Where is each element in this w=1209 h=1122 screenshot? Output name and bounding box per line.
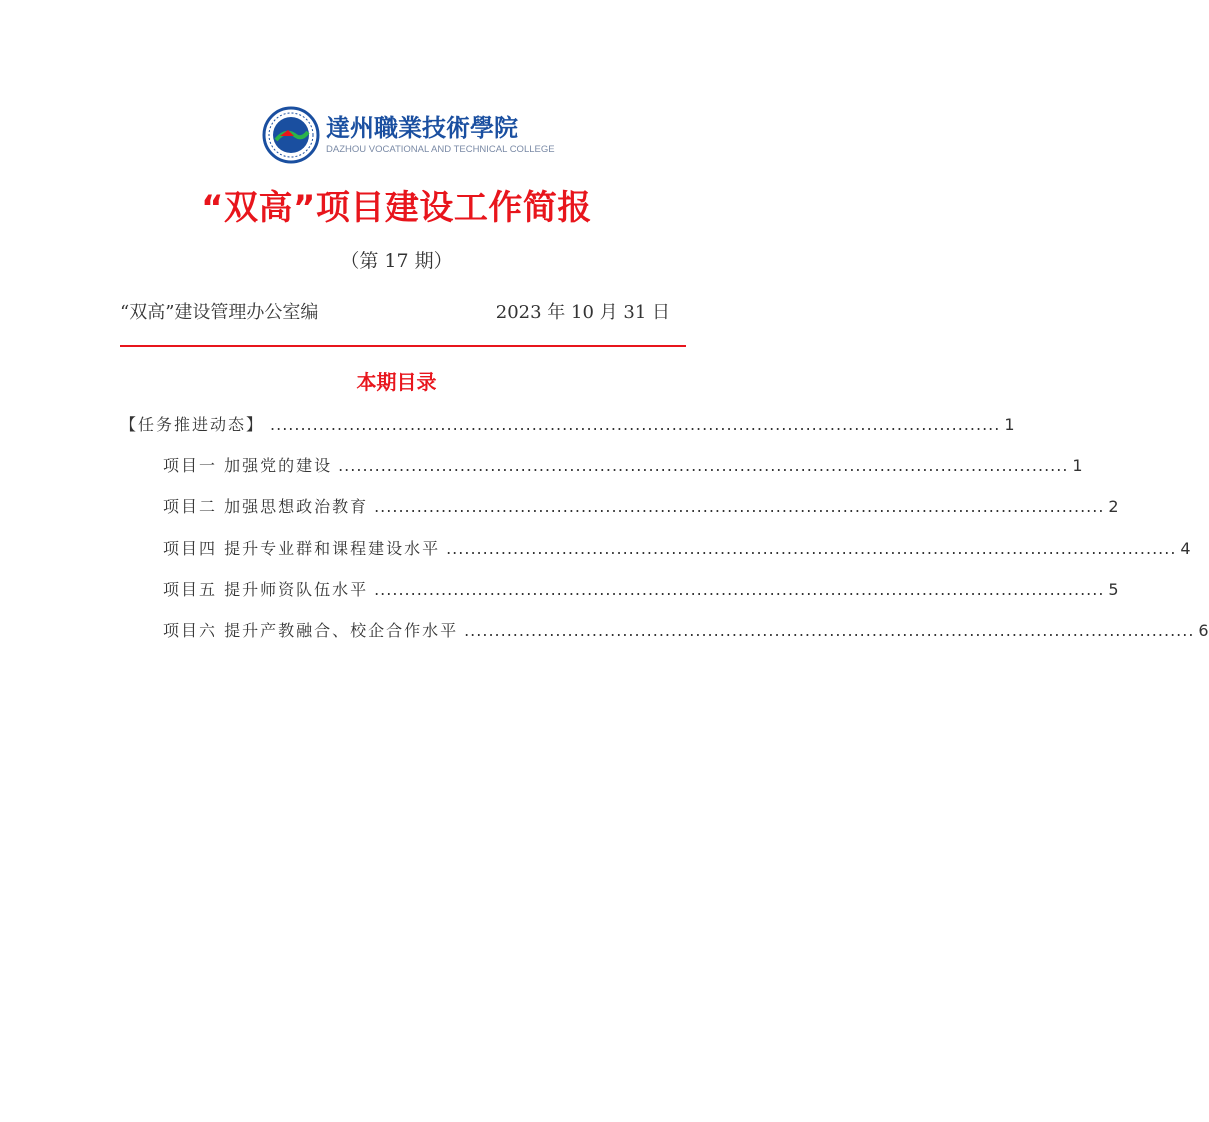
toc-entry-label: 项目一 加强党的建设 — [163, 456, 333, 475]
college-name-cn: 達州職業技術學院 — [326, 113, 518, 142]
toc-heading: 本期目录 — [356, 370, 437, 394]
toc-entry-label: 项目四 提升专业群和课程建设水平 — [163, 539, 441, 558]
toc-entry-page: 4 — [1180, 539, 1191, 558]
red-divider — [120, 345, 686, 347]
college-logo — [262, 106, 555, 166]
publish-date: 2023 年 10 月 31 日 — [495, 302, 670, 323]
toc-entry-project-1[interactable] — [163, 453, 1083, 476]
toc-leader-dots: ........................................................................................................................ — [464, 621, 1195, 640]
toc-entry-project-6[interactable] — [163, 618, 1209, 641]
toc-entry-project-4[interactable] — [163, 536, 1191, 559]
toc-entry-page: 1 — [1072, 456, 1083, 475]
toc-entry-label: 项目六 提升产教融合、校企合作水平 — [163, 621, 459, 640]
toc-leader-dots: ........................................................................................................................ — [446, 539, 1177, 558]
college-seal-icon — [262, 106, 320, 164]
toc-leader-dots: ........................................................................................................................ — [374, 580, 1105, 599]
toc-entry-task-progress[interactable] — [120, 412, 1015, 435]
toc-entry-page: 6 — [1198, 621, 1209, 640]
toc-entry-project-2[interactable] — [163, 494, 1119, 517]
toc-entry-page: 1 — [1004, 415, 1015, 434]
toc-entry-page: 2 — [1108, 497, 1119, 516]
editor-office: “双高”建设管理办公室编 — [120, 302, 319, 323]
toc-leader-dots: ........................................................................................................................ — [338, 456, 1069, 475]
college-name-en: DAZHOU VOCATIONAL AND TECHNICAL COLLEGE — [326, 144, 555, 155]
toc-entry-label: 项目二 加强思想政治教育 — [163, 497, 369, 516]
toc-entry-page: 5 — [1108, 580, 1119, 599]
toc-leader-dots: ........................................................................................................................ — [374, 497, 1105, 516]
toc-entry-label: 项目五 提升师资队伍水平 — [163, 580, 369, 599]
toc-entry-project-5[interactable] — [163, 577, 1119, 600]
issue-number: （第 17 期） — [340, 250, 453, 272]
bulletin-title: “双高”项目建设工作简报 — [201, 188, 592, 228]
toc-leader-dots: ........................................................................................................................ — [270, 415, 1001, 434]
toc-entry-label: 【任务推进动态】 — [120, 415, 265, 434]
